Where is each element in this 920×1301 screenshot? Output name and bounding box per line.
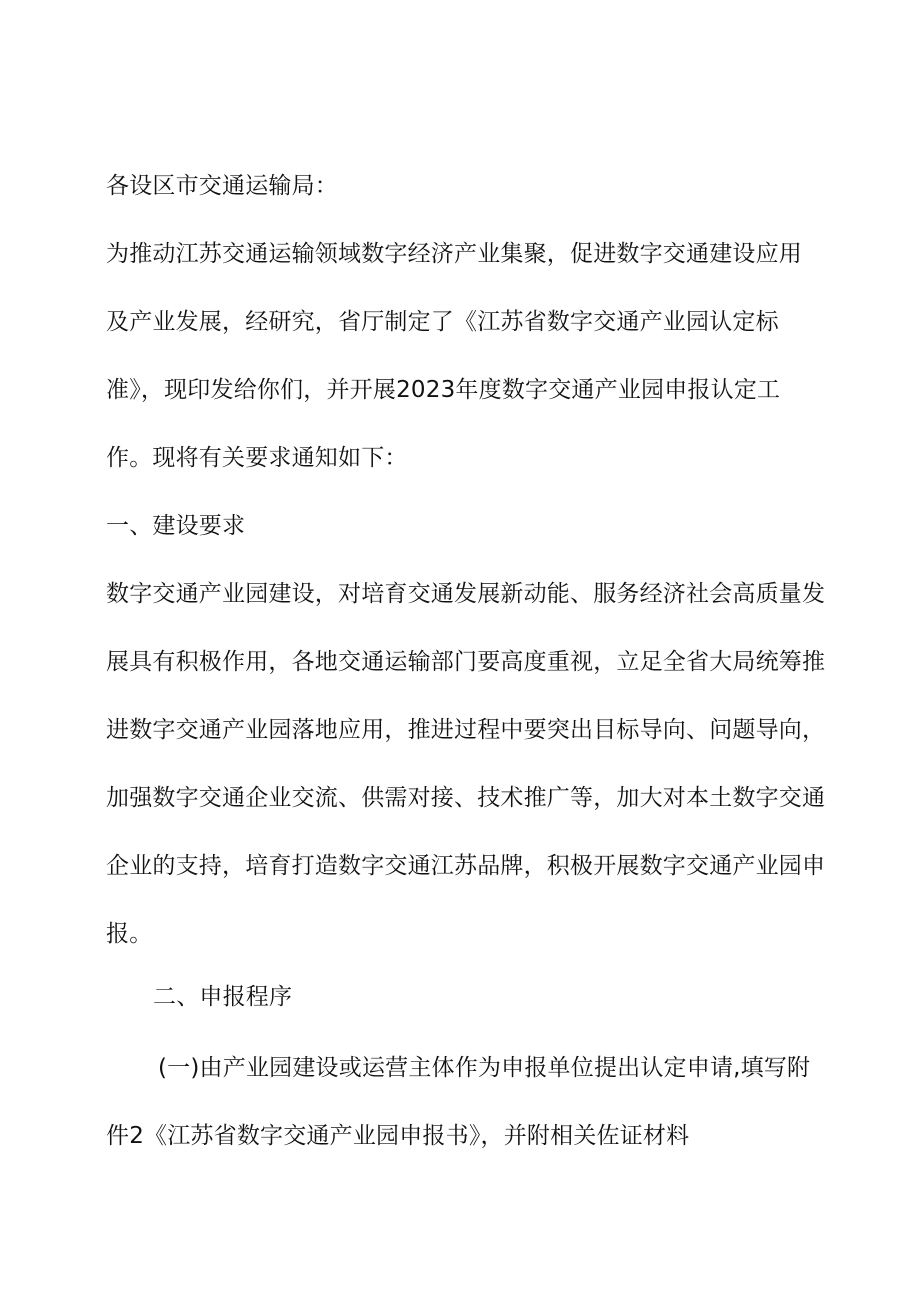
intro-line-1: 为推动江苏交通运输领域数字经济产业集聚，促进数字交通建设应用 xyxy=(106,241,802,267)
section1-line-6: 报。 xyxy=(106,921,153,947)
section1-line-2: 展具有积极作用，各地交通运输部门要高度重视，立足全省大局统筹推 xyxy=(106,649,826,675)
section1-line-1: 数字交通产业园建设，对培育交通发展新动能、服务经济社会高质量发 xyxy=(106,581,826,607)
section2-line-1: (一)由产业园建设或运营主体作为申报单位提出认定申请,填写附 xyxy=(158,1055,811,1081)
section2-line-2: 件2《江苏省数字交通产业园申报书》，并附相关佐证材料 xyxy=(106,1123,690,1149)
intro-line-2: 及产业发展，经研究，省厅制定了《江苏省数字交通产业园认定标 xyxy=(106,309,779,335)
section2-heading: 二、申报程序 xyxy=(153,984,293,1010)
section1-line-3: 进数字交通产业园落地应用，推进过程中要突出目标导向、问题导向， xyxy=(106,717,826,743)
section1-heading: 一、建设要求 xyxy=(106,513,246,539)
intro-line-4: 作。现将有关要求通知如下： xyxy=(106,445,408,471)
section1-line-4: 加强数字交通企业交流、供需对接、技术推广等，加大对本土数字交通 xyxy=(106,785,826,811)
intro-line-3: 准》，现印发给你们，并开展2023年度数字交通产业园申报认定工 xyxy=(106,377,781,403)
section1-line-5: 企业的支持，培育打造数字交通江苏品牌，积极开展数字交通产业园申 xyxy=(106,853,826,879)
salutation: 各设区市交通运输局： xyxy=(106,173,338,199)
